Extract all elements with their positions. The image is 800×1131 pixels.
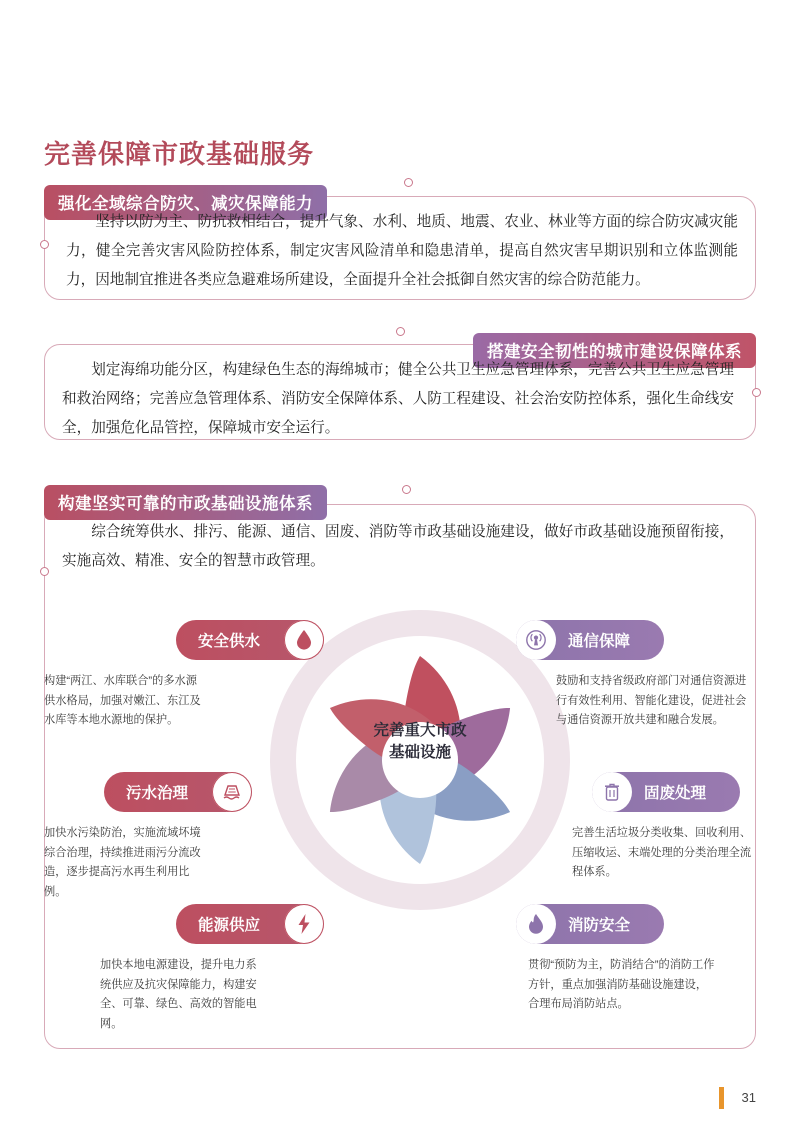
caption-fire-safety: 贯彻“预防为主，防消结合”的消防工作方针，重点加强消防基础设施建设，合理布局消防站点。 [528, 959, 715, 1011]
center-line-2: 基础设施 [388, 744, 451, 762]
caption-solid-waste: 完善生活垃圾分类收集、回收利用、压缩收运、末端处理的分类治理全流程体系。 [572, 827, 752, 879]
water-drop-icon [284, 620, 324, 660]
item-label: 能源供应 [198, 917, 261, 934]
item-fire-safety[interactable] [516, 904, 664, 944]
connector-dot [396, 327, 405, 336]
page-title: 完善保障市政基础服务 [44, 139, 315, 169]
item-label: 固废处理 [644, 785, 707, 802]
item-solid-waste[interactable] [592, 772, 740, 812]
center-line-1: 完善重大市政 [373, 722, 467, 739]
section-1-text: 坚持以防为主、防抗救相结合，提升气象、水利、地质、地震、农业、林业等方面的综合防灾减灾能力，健全完善灾害风险防控体系，制定灾害风险清单和隐患清单，提高自然灾害早期识别和立体监测能力，因地制宜推进各类应急避难场所建设，全面提升全社会抵御自然灾害的综合防范能力。 [66, 214, 738, 289]
section-2-text: 划定海绵功能分区，构建绿色生态的海绵城市；健全公共卫生应急管理体系，完善公共卫生应急管理和救治网络；完善应急管理体系、消防安全保障体系、人防工程建设、社会治安防控体系，强化生命线安全，加强危化品管控，保障城市安全运行。 [62, 362, 734, 437]
sewage-icon [212, 772, 252, 812]
trash-bin-icon [592, 772, 632, 812]
infographic-center-label [344, 720, 496, 765]
caption-sewage-treatment: 加快水污染防治，实施流域坏境综合治理，持续推进雨污分流改造，逐步提高污水再生利用比例。 [44, 827, 201, 898]
section-2-label: 搭建安全韧性的城市建设保障体系 [473, 333, 756, 368]
caption-energy-supply: 加快本地电源建设，提升电力系统供应及抗灾保障能力，构建安全、可靠、绿色、高效的智能电网。 [100, 959, 257, 1030]
item-water-supply[interactable] [176, 620, 324, 660]
item-communication[interactable] [516, 620, 664, 660]
section-3-label: 构建坚实可靠的市政基础设施体系 [44, 485, 327, 520]
connector-dot [40, 567, 49, 576]
item-energy-supply[interactable] [176, 904, 324, 944]
item-label: 通信保障 [568, 633, 631, 650]
item-label: 消防安全 [568, 917, 631, 934]
caption-water-supply: 构建“两江、水库联合”的多水源供水格局，加强对嫩江、东江及水库等本地水源地的保护。 [44, 675, 201, 727]
connector-dot [40, 240, 49, 249]
section-3-text: 综合统筹供水、排污、能源、通信、固废、消防等市政基础设施建设，做好市政基础设施预留衔接，实施高效、精准、安全的智慧市政管理。 [62, 524, 734, 570]
caption-communication: 鼓励和支持省级政府部门对通信资源进行有效性利用、智能化建设，促进社会与通信资源开放共建和融合发展。 [556, 675, 747, 727]
page-number-marker [719, 1087, 724, 1109]
section-1-label: 强化全域综合防灾、减灾保障能力 [44, 185, 327, 220]
item-sewage-treatment[interactable] [104, 772, 252, 812]
signal-tower-icon [516, 620, 556, 660]
page-number: 31 [741, 1090, 756, 1105]
item-label: 污水治理 [126, 785, 189, 802]
connector-dot [402, 485, 411, 494]
infographic [44, 592, 756, 1052]
flame-icon [516, 904, 556, 944]
connector-dot [404, 178, 413, 187]
page-edge [0, 0, 5, 1131]
lightning-bolt-icon [284, 904, 324, 944]
item-label: 安全供水 [198, 633, 261, 650]
connector-dot [752, 388, 761, 397]
